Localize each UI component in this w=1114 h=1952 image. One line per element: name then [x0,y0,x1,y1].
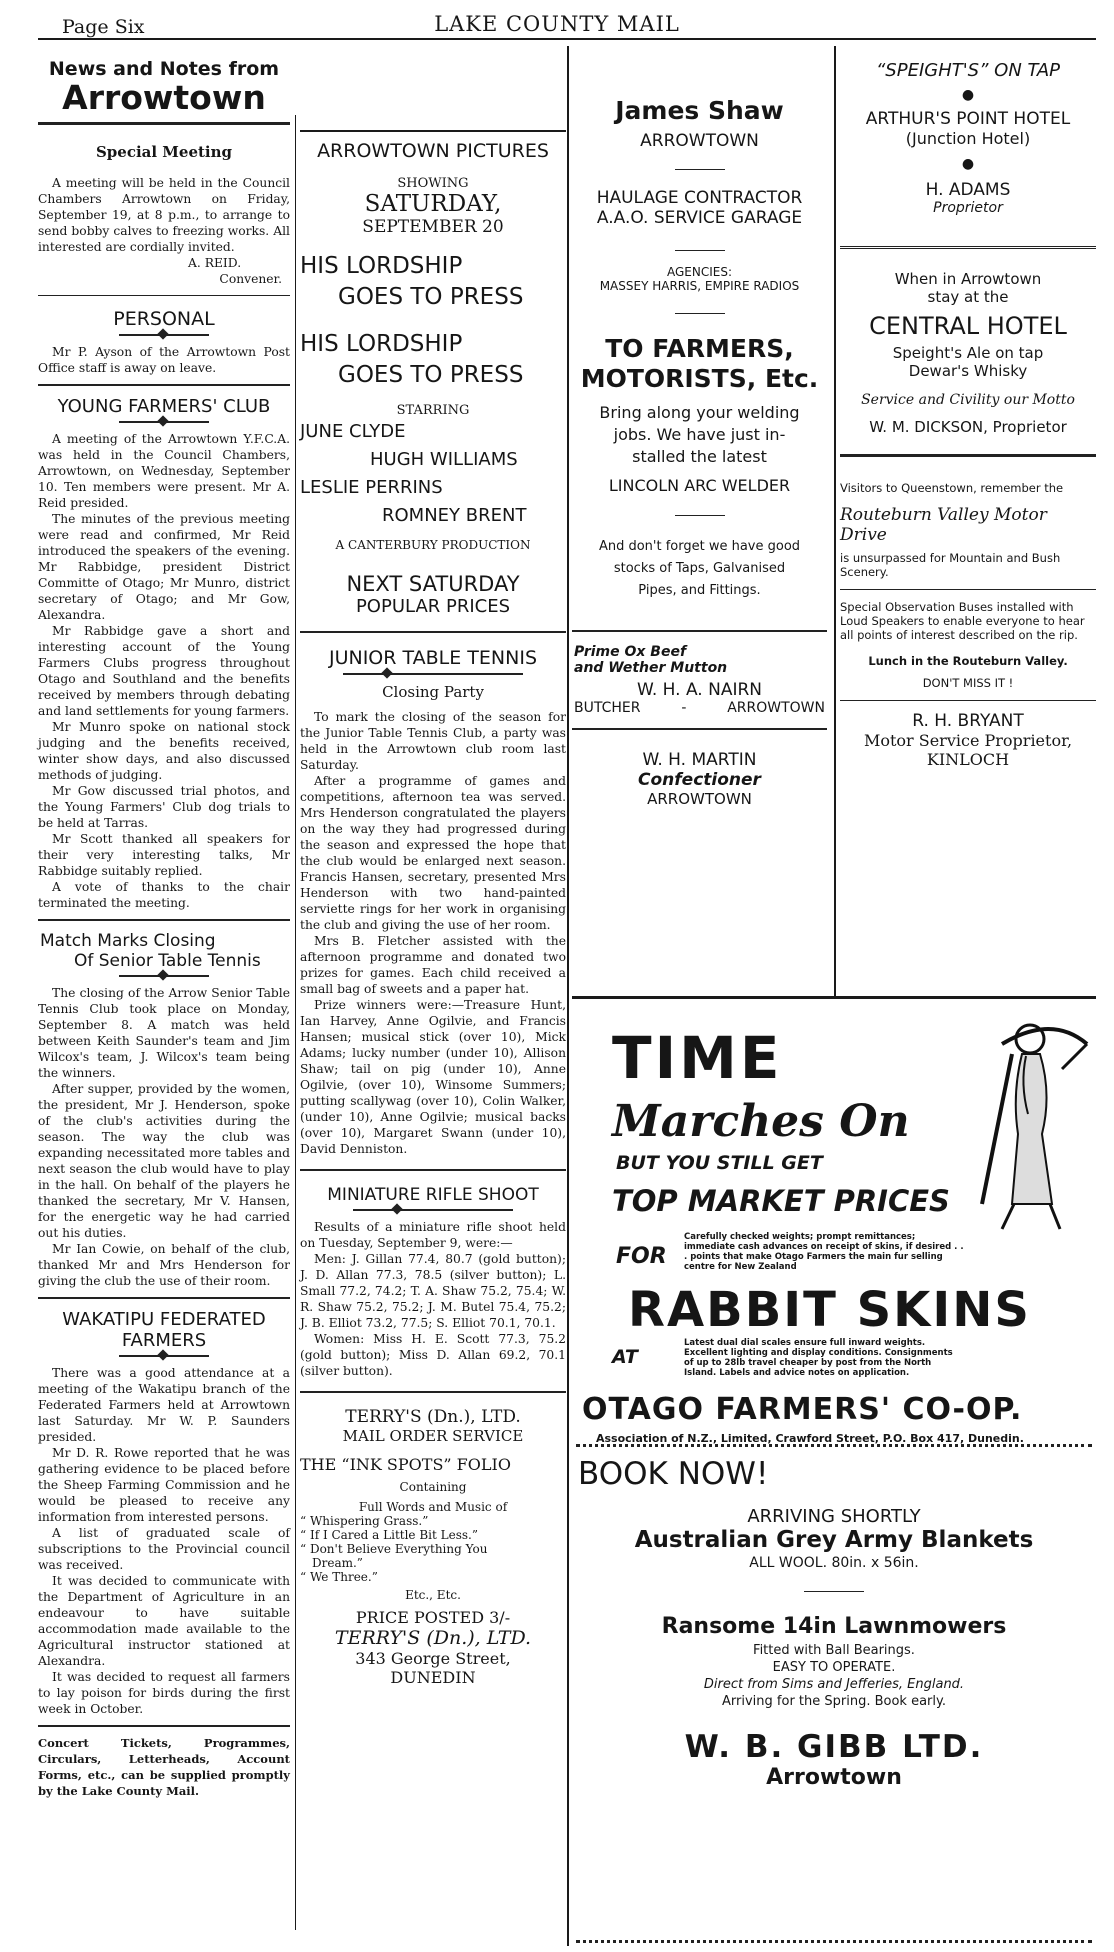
masthead: LAKE COUNTY MAIL [434,12,680,36]
top-market-prices: TOP MARKET PRICES [612,1184,950,1218]
col-rule-2 [567,46,569,1946]
song: “ We Three.” [300,1570,378,1584]
rule [840,589,1096,590]
shaw-line2: A.A.O. SERVICE GARAGE [596,208,803,228]
routeburn-miss: DON'T MISS IT ! [922,676,1014,690]
rule [840,454,1096,457]
rule [38,1297,290,1299]
easy-operate: EASY TO OPERATE. [772,1660,896,1675]
nairn-line1: Prime Ox Beef [574,644,687,660]
mm-para: After supper, provided by the women, the president, Mr J. Henderson, spoke of the club's activities during the season. The way the club was expanding necessitated more tables and next season the club would have to play in the hall. On behalf of the players he thanked the secretary, Mr V. Hansen, for the energetic way he had carried out his duties. [38,1082,290,1240]
rule [572,728,827,730]
motorists-heading: MOTORISTS, Etc. [580,364,819,393]
ransome-mowers: Ransome 14in Lawnmowers [661,1614,1007,1639]
separator [675,169,725,170]
all-wool: ALL WOOL. 80in. x 56in. [749,1555,919,1571]
shaw-name: James Shaw [615,96,784,125]
terrys-ad [300,1407,566,1687]
match-marks-heading2: Of Senior Table Tennis [74,951,261,971]
otago-ad [572,1004,1096,1444]
martin-name: W. H. MARTIN [642,750,757,770]
central-hotel: CENTRAL HOTEL [869,312,1067,340]
col-rule-3 [834,46,836,996]
mm-para: Mr Ian Cowie, on behalf of the club, thanked Mr and Mrs Henderson for giving the club the use of their room. [38,1242,290,1288]
farmers-heading: TO FARMERS, [605,334,794,363]
yf-para: A meeting of the Arrowtown Y.F.C.A. was held in the Council Chambers, Arrowtown, on Wednesday, September 10. Ten members were present. Mr A. Reid presided. [38,432,290,510]
ornament [353,1209,513,1211]
cast-3: LESLIE PERRINS [300,477,443,498]
wakatipu-heading1: WAKATIPU FEDERATED [62,1309,266,1330]
rifle-para: Men: J. Gillan 77.4, 80.7 (gold button); J. D. Allan 77.3, 78.5 (silver button); L. Small 77.2, 74.2; T. A. Shaw 75.2, 75.4; W. R. Shaw 75.2, 75.2; J. M. Butel 75.4, 75.2; J. B. Elliot 73.2, 77.5; S. Elliot 70.1, 70.1. [300,1252,566,1330]
routeburn-name: Routeburn Valley Motor Drive [840,505,1047,545]
agencies-brands: MASSEY HARRIS, EMPIRE RADIOS [599,279,800,293]
ornament [119,1355,209,1357]
gibb-town: Arrowtown [766,1765,902,1790]
bryant-name: R. H. BRYANT [912,711,1024,731]
nairn-name: W. H. A. NAIRN [637,680,762,700]
stocks-line: And don't forget we have good [598,539,801,554]
special-meeting-role: Convener. [219,272,282,286]
film-title-1a: HIS LORDSHIP [300,253,463,279]
stocks-line: stocks of Taps, Galvanised [613,561,786,576]
terrys-address: 343 George Street, [355,1649,511,1668]
but-still-get: BUT YOU STILL GET [616,1152,823,1174]
jt-para: To mark the closing of the season for the Junior Table Tennis Club, a party was held in the Arrowtown club room last Saturday. [300,710,566,772]
pictures-title: ARROWTOWN PICTURES [317,140,549,162]
nairn-trade-row [572,700,827,716]
wk-para: A list of graduated scale of subscriptions to the Provincial council was received. [38,1526,290,1572]
wk-para: There was a good attendance at a meeting of the Wakatipu branch of the Federated Farmers held at Arrowtown last Saturday. Mr W. P. Saunders presided. [38,1366,290,1444]
separator [804,1591,864,1592]
song: “ Whispering Grass.” [300,1514,429,1528]
song: Dream.” [312,1556,363,1570]
jt-para: Prize winners were:—Treasure Hunt, Ian Harvey, Anne Ogilvie, and Francis Hansen; musical stick (over 10), Mick Adams; lucky number (under 10), Allison Shaw; tail on pig (under 10), Anne Ogilvie, (over 10), Winsome Summers; putting scallywag (over 10), Colin Walker, (under 10), Anne Ogilvie; musical backs (over 10), Margaret Swann (under 10), David Denniston. [300,998,566,1156]
pictures-column [300,140,566,1687]
song: “ If I Cared a Little Bit Less.” [300,1528,478,1542]
rule [840,700,1096,701]
time-text: TIME [612,1024,783,1092]
yf-para: Mr Scott thanked all speakers for their very interesting talks, Mr Rabbidge suitably replied. [38,832,290,878]
routeburn-visitors: Visitors to Queenstown, remember the [840,481,1064,495]
junction-hotel: (Junction Hotel) [905,129,1031,148]
bring-line: Bring along your welding [599,403,800,422]
book-now: BOOK NOW! [578,1456,769,1492]
nairn-town: ARROWTOWN [727,700,825,716]
wk-para: It was decided to request all farmers to lay poison for birds during the first week in October. [38,1670,290,1716]
welder: LINCOLN ARC WELDER [608,476,791,495]
starring: STARRING [396,403,470,418]
rule [38,1725,290,1727]
mm-para: The closing of the Arrow Senior Table Tennis Club took place on Monday, September 8. A match was held between Keith Saunder's team and Jim Wilcox's team, J. Wilcox's team being the winners. [38,986,290,1080]
bullet: ● [961,156,975,172]
rifle-heading: MINIATURE RIFLE SHOOT [327,1185,539,1205]
special-meeting-heading: Special Meeting [95,143,233,161]
routeburn-buses: Special Observation Buses installed with Loud Speakers to enable everyone to hear all points of interest described on the rip. [840,600,1085,642]
gibb-name: W. B. GIBB LTD. [684,1729,984,1765]
rule [300,1169,566,1171]
martin-trade: Confectioner [638,770,761,790]
father-time-illustration [942,1004,1092,1234]
header-rule [38,38,1096,40]
col2-top-rule [300,130,566,132]
nairn-line2: and Wether Mutton [574,660,728,676]
song: “ Don't Believe Everything You [300,1542,488,1556]
rule [572,630,827,632]
central-prop: W. M. DICKSON, Proprietor [869,418,1067,436]
cast-4: ROMNEY BRENT [382,505,527,526]
arthurs-point: ARTHUR'S POINT HOTEL [865,109,1071,129]
film-title-1b: GOES TO PRESS [338,284,524,310]
marches-on: Marches On [612,1096,910,1147]
bryant-role: Motor Service Proprietor, [863,731,1073,750]
bring-line: stalled the latest [632,447,767,466]
concert-notice: Concert Tickets, Programmes, Circulars, Letterheads, Account Forms, etc., can be supplied promptly by the Lake County Mail. [38,1736,290,1798]
rule [38,295,290,296]
showing: SHOWING [397,176,469,191]
junior-heading: JUNIOR TABLE TENNIS [328,647,538,669]
terrys-folio: THE “INK SPOTS” FOLIO [300,1455,511,1474]
central-line2: stay at the [927,288,1009,306]
latest-text: Latest dual dial scales ensure full inward weights. Excellent lighting and display conditions. Consignments of up to 28lb travel cheaper by post from the North Island. Labels and advice notes on application. [684,1338,953,1378]
speights-tap: “SPEIGHT'S” ON TAP [875,60,1061,81]
personal-body: Mr P. Ayson of the Arrowtown Post Office staff is away on leave. [38,345,290,375]
dotted-rule [576,1940,1092,1943]
wakatipu-heading2: FARMERS [121,1330,207,1351]
arriving-spring: Arriving for the Spring. Book early. [722,1694,946,1709]
separator [675,313,725,314]
jt-para: Mrs B. Fletcher assisted with the afternoon programme and donated two prizes for games. Each child received a small bag of sweets and a paper hat. [300,934,566,996]
bullet: ● [961,87,975,103]
ornament [119,421,209,423]
cast-2: HUGH WILLIAMS [370,449,518,470]
terrys-city: DUNEDIN [390,1668,476,1687]
col-rule-1 [295,115,296,1930]
bring-line: jobs. We have just in- [613,425,786,444]
agencies-label: AGENCIES: [666,265,732,279]
page-label: Page Six [62,16,145,38]
adams-name: H. ADAMS [925,180,1011,200]
terrys-price: PRICE POSTED 3/- [355,1608,511,1627]
direct-sims: Direct from Sims and Jefferies, England. [703,1677,965,1692]
terrys-name-2: TERRY'S (Dn.), LTD. [334,1627,532,1649]
central-ale: Speight's Ale on tap [892,344,1044,362]
otago-top-rule [572,996,1096,999]
yf-para: A vote of thanks to the chair terminated the meeting. [38,880,290,910]
news-title-line1: News and Notes from [48,58,280,80]
rule [300,1391,566,1393]
yf-para: The minutes of the previous meeting were read and confirmed, Mr Reid introduced the speakers of the evening. Mr Rabbidge, president District Committe of Otago; Mr Munro, district secretary of Otago; and Mr Gow, Alexandra. [38,512,290,622]
terrys-full: Full Words and Music of [358,1500,508,1514]
otago-coop: OTAGO FARMERS' CO-OP. [582,1392,1023,1427]
central-line1: When in Arrowtown [894,270,1042,288]
dotted-rule [576,1444,1092,1447]
ball-bearings: Fitted with Ball Bearings. [753,1643,915,1658]
careful-text: Carefully checked weights; prompt remittances; immediate cash advances on receipt of skins, if desired . . . points that make Otago Farmers the main fur selling centre for New Zealand [684,1232,964,1272]
rule [38,919,290,921]
central-whisky: Dewar's Whisky [908,362,1028,380]
shaw-line1: HAULAGE CONTRACTOR [596,188,803,208]
gibb-ad [572,1456,1096,1790]
hotels-column [840,60,1096,769]
adams-role: Proprietor [933,200,1003,216]
title-rule [38,122,290,125]
terrys-etc: Etc., Etc. [405,1588,461,1602]
terrys-name: TERRY'S (Dn.), LTD. [345,1407,521,1427]
rule [300,631,566,633]
rabbit-skins: RABBIT SKINS [628,1282,1031,1338]
nairn-dash: - [681,700,687,716]
special-meeting-body: A meeting will be held in the Council Chambers Arrowtown on Friday, September 19, at 8 p.m., to arrange to send bobby calves to freezing works. All interested are cordially invited. [38,176,290,254]
wk-para: It was decided to communicate with the Department of Agriculture in an endeavour to have suitable accommodation made available to the Agricultural instructor stationed at Alexandra. [38,1574,290,1668]
rule [840,246,1096,250]
yf-para: Mr Munro spoke on national stock judging and the benefits received, winter show days, and also discussed methods of judging. [38,720,290,782]
next-saturday: NEXT SATURDAY [346,572,520,596]
shaw-town: ARROWTOWN [640,131,759,151]
popular-prices: POPULAR PRICES [355,596,511,617]
rifle-para: Results of a miniature rifle shoot held on Tuesday, September 9, were:— [300,1220,566,1250]
film-title-2b: GOES TO PRESS [338,362,524,388]
news-title-line2: Arrowtown [62,78,266,117]
yf-para: Mr Gow discussed trial photos, and the Young Farmers' Club dog trials to be held at Tarras. [38,784,290,830]
routeburn-unsurpassed: is unsurpassed for Mountain and Bush Scenery. [840,551,1061,579]
at-text: AT [612,1346,638,1368]
personal-heading: PERSONAL [113,308,215,330]
cast-1: JUNE CLYDE [300,421,406,442]
match-marks-heading1: Match Marks Closing [40,931,216,951]
arriving-shortly: ARRIVING SHORTLY [747,1506,921,1527]
martin-town: ARROWTOWN [647,790,752,808]
special-meeting-sig: A. REID. [188,256,242,270]
show-day: SATURDAY, [364,191,502,217]
rule [38,384,290,386]
yf-para: Mr Rabbidge gave a short and interesting account of the Young Farmers Clubs progress throughout Otago and Southland and the benefits received by members through debating and land settlements for young farmers. [38,624,290,718]
grey-blankets: Australian Grey Army Blankets [634,1527,1034,1553]
junior-sub: Closing Party [382,683,484,701]
production: A CANTERBURY PRODUCTION [335,538,531,552]
young-farmers-heading: YOUNG FARMERS' CLUB [57,396,271,417]
ornament [343,673,523,675]
jt-para: After a programme of games and competitions, afternoon tea was served. Mrs Henderson congratulated the players on the way they had progressed during the season and expressed the hope that the club would be enlarged next season. Francis Hansen, secretary, presented Mrs Henderson with two hand-painted serviette rings for her work in organising the club and giving the use of her room. [300,774,566,932]
news-column [38,52,290,1799]
separator [675,515,725,516]
stocks-line: Pipes, and Fittings. [638,583,761,598]
wk-para: Mr D. R. Rowe reported that he was gathering evidence to be placed before the Sheep Farming Commission and he would be pleased to receive any information from interested persons. [38,1446,290,1524]
terrys-service: MAIL ORDER SERVICE [342,1427,524,1445]
shaw-column [572,96,827,808]
routeburn-lunch: Lunch in the Routeburn Valley. [868,654,1068,668]
show-date: SEPTEMBER 20 [362,217,504,237]
central-motto: Service and Civility our Motto [861,392,1075,408]
otago-assoc: Association of N.Z., Limited, Crawford Street, P.O. Box 417, Dunedin. [596,1432,1024,1445]
ornament [119,334,209,336]
nairn-butcher: BUTCHER [574,700,641,716]
rifle-para: Women: Miss H. E. Scott 77.3, 75.2 (gold button); Miss D. Allan 69.2, 70.1 (silver button). [300,1332,566,1378]
separator [675,250,725,251]
bryant-place: KINLOCH [926,750,1010,769]
for-text: FOR [616,1244,667,1269]
film-title-2a: HIS LORDSHIP [300,331,463,357]
ornament [119,975,209,977]
terrys-containing: Containing [399,1480,467,1494]
